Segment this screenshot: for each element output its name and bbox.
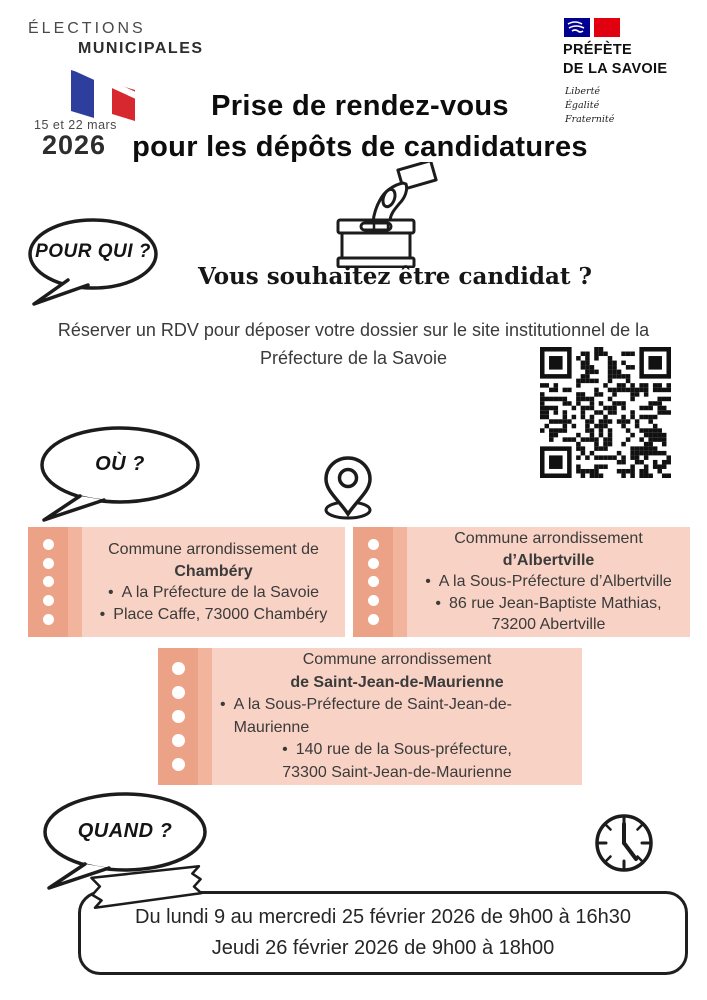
ticket-bullet: • A la Sous-Préfecture d’Albertville [425, 571, 672, 593]
perforation-dot [368, 539, 379, 550]
where-bubble-label: OÙ ? [95, 452, 145, 475]
motto-egalite: Égalité [565, 99, 600, 111]
ticket-bullet: • 86 rue Jean-Baptiste Mathias, [435, 593, 661, 615]
ticket-content [407, 527, 690, 637]
ticket-title-line2: d’Albertville [502, 551, 595, 569]
ticket-bullet-continuation: 73200 Abertville [491, 616, 606, 634]
ticket-stub [28, 527, 68, 637]
perforation-dot [368, 595, 379, 606]
who-bubble-label: POUR QUI ? [35, 241, 151, 262]
page-title [30, 86, 690, 168]
ticket-title-line1: Commune arrondissement de [108, 541, 319, 558]
perforation-dot [172, 710, 185, 723]
page-title-line2: pour les dépôts de candidatures [132, 131, 588, 163]
perforation-dot [172, 686, 185, 699]
prefecture-name-line1: PRÉFÈTE [563, 42, 632, 58]
ticket-title-line1: Commune arrondissement [302, 651, 492, 668]
motto-liberte: Liberté [565, 85, 601, 97]
ticket-stub [353, 527, 393, 637]
location-ticket-saint-jean-de-maurienne [158, 648, 582, 785]
ticket-content [82, 527, 345, 637]
location-ticket-chambery [28, 527, 345, 637]
tape-icon [79, 863, 215, 914]
schedule-line1: Du lundi 9 au mercredi 25 février 2026 de 9h00 à 16h30 [135, 906, 631, 928]
ticket-stub-band [393, 527, 407, 637]
perforation-dot [43, 595, 54, 606]
when-bubble-label: QUAND ? [77, 819, 173, 842]
ticket-stub-band [198, 648, 212, 785]
perforation-dot [43, 558, 54, 569]
page-title-line1: Prise de rendez-vous [211, 90, 509, 122]
elections-logo-line2: MUNICIPALES [78, 40, 204, 57]
ticket-bullet-continuation: 73300 Saint-Jean-de-Maurienne [282, 763, 512, 781]
marianne-flag-icon [563, 18, 703, 37]
elections-dates: 15 et 22 mars [34, 118, 117, 132]
ticket-bullet: • A la Préfecture de la Savoie [108, 582, 319, 604]
elections-logo [28, 20, 243, 160]
ticket-bullet: • 140 rue de la Sous-préfecture, [282, 739, 512, 762]
ticket-bullet: • A la Sous-Préfecture de Saint-Jean-de-Maurienne [220, 694, 574, 739]
elections-year: 2026 [42, 130, 107, 160]
ticket-bullet: • Place Caffe, 73000 Chambéry [100, 604, 328, 626]
who-bubble [24, 214, 174, 306]
ticket-title-line2: de Saint-Jean-de-Maurienne [290, 673, 504, 691]
instruction-line2: Préfecture de la Savoie [259, 348, 448, 368]
question-text: Vous souhaitez être candidat ? [197, 263, 592, 290]
clock-icon [592, 811, 656, 875]
schedule-line2: Jeudi 26 février 2026 de 9h00 à 18h00 [211, 937, 555, 959]
location-ticket-albertville [353, 527, 690, 637]
perforation-dot [172, 734, 185, 747]
perforation-dot [172, 758, 185, 771]
ballot-box-icon [300, 162, 450, 268]
perforation-dot [368, 558, 379, 569]
ticket-stub-band [68, 527, 82, 637]
perforation-dot [172, 662, 185, 675]
elections-logo-line1: ÉLECTIONS [28, 20, 146, 37]
ticket-stub [158, 648, 198, 785]
qr-code [540, 347, 671, 478]
perforation-dot [43, 539, 54, 550]
perforation-dot [368, 576, 379, 587]
location-pin-icon [318, 452, 378, 522]
ticket-content [212, 648, 582, 785]
perforation-dot [368, 614, 379, 625]
prefecture-name [563, 41, 703, 79]
perforation-dot [43, 576, 54, 587]
where-bubble [30, 424, 205, 522]
ticket-title-line2: Chambéry [174, 562, 253, 580]
instruction-line1: Réserver un RDV pour déposer votre dossier sur le site institutionnel de la [57, 320, 650, 340]
prefecture-name-line2: DE LA SAVOIE [563, 60, 668, 77]
perforation-dot [43, 614, 54, 625]
ticket-title-line1: Commune arrondissement [454, 530, 643, 548]
motto-fraternite: Fraternité [565, 114, 615, 126]
